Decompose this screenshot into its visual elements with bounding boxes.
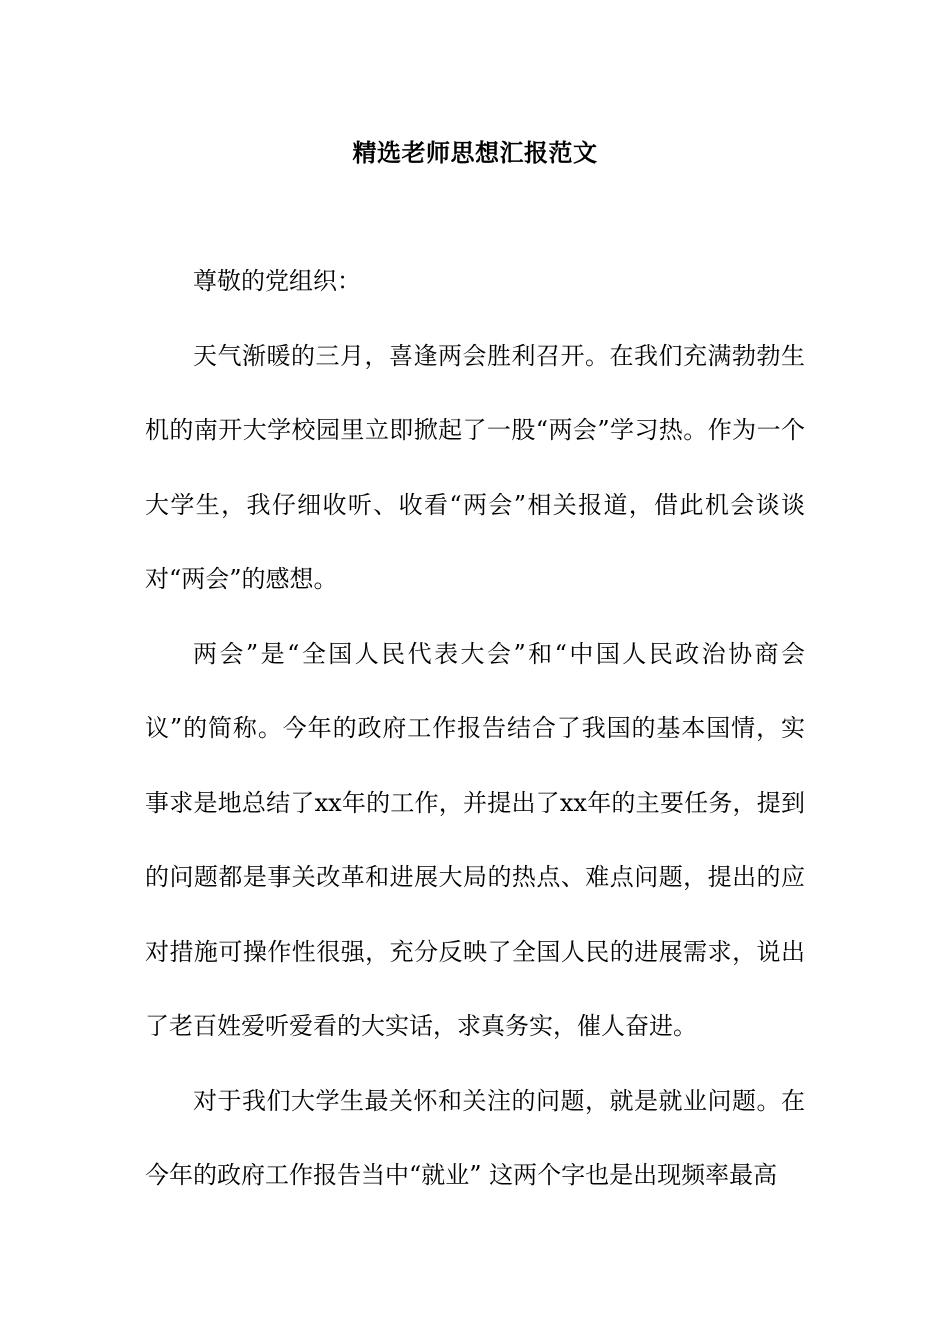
document-body xyxy=(145,244,805,1213)
document-title: 精选老师思想汇报范文 xyxy=(352,138,598,167)
paragraph-1: 天气渐暖的三月，喜逢两会胜利召开。在我们充满勃勃生机的南开大学校园里立即掀起了一股“两会”学习热。作为一个大学生，我仔细收听、收看“两会”相关报道，借此机会谈谈对“两会”的感想。 xyxy=(145,341,805,593)
paragraph-3: 对于我们大学生最关怀和关注的问题，就是就业问题。在今年的政府工作报告当中“就业” 这两个字也是出现频率最高 xyxy=(145,1086,805,1189)
salutation: 尊敬的党组织： xyxy=(193,267,361,295)
paragraph-2: 两会”是“全国人民代表大会”和“中国人民政治协商会议”的简称。今年的政府工作报告结合了我国的基本国情，实事求是地总结了xx年的工作，并提出了xx年的主要任务，提到的问题都是事关改革和进展大局的热点、难点问题，提出的应对措施可操作性很强，充分反映了全国人民的进展需求，说出了老百姓爱听爱看的大实话，求真务实，催人奋进。 xyxy=(145,639,805,1040)
